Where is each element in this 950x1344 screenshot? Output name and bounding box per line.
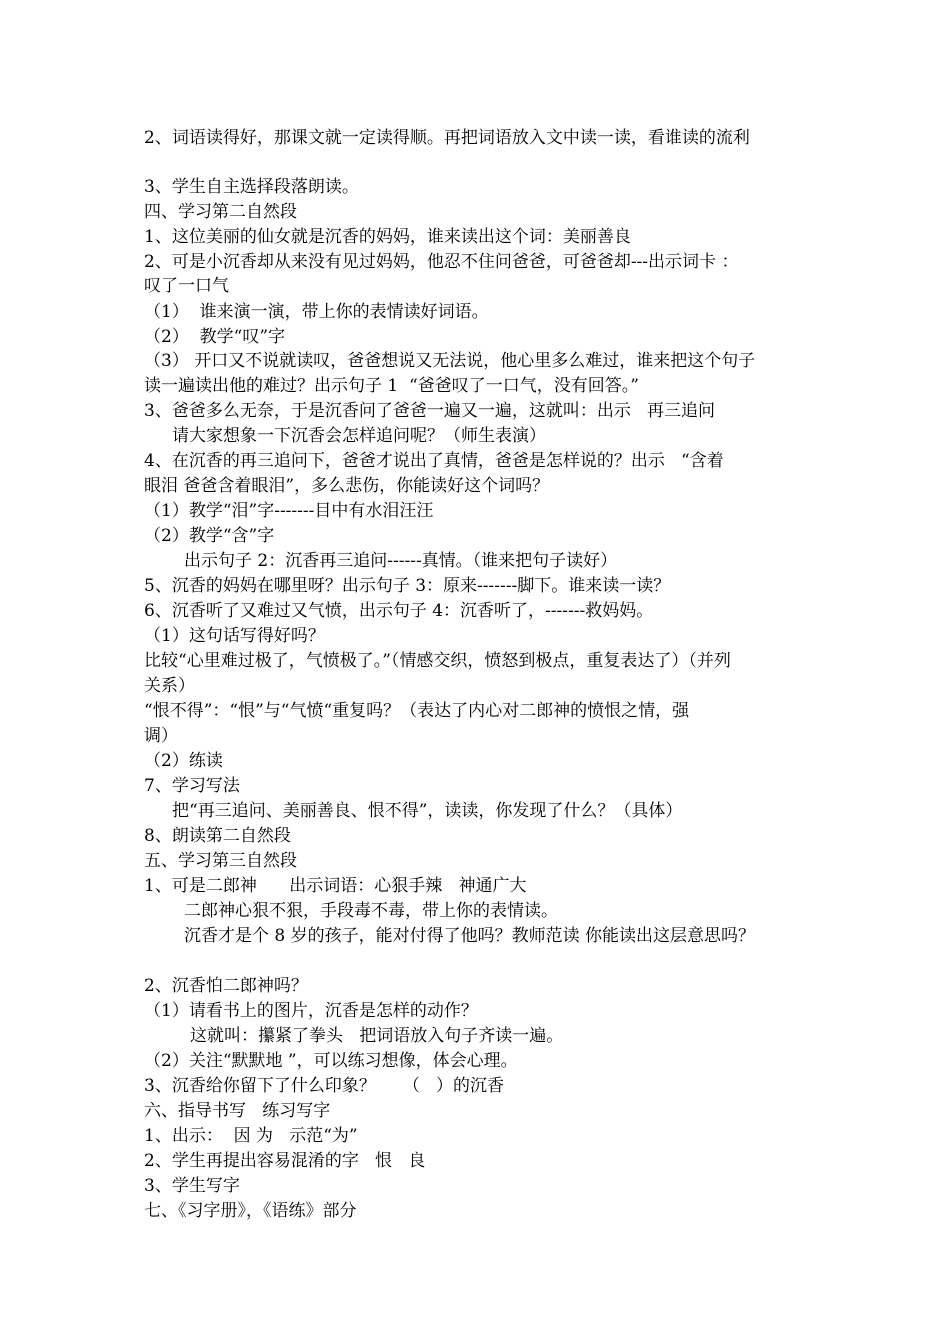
- text-line: 把“再三追问、美丽善良、恨不得”，读读，你发现了什么？（具体）: [172, 801, 683, 821]
- text-line: 1、可是二郎神 出示词语：心狠手辣 神通广大: [144, 876, 527, 896]
- text-line: 3、沉香给你留下了什么印象？ （ ）的沉香: [144, 1076, 505, 1096]
- text-line: （1）教学“泪”字-------目中有水泪汪汪: [144, 501, 434, 521]
- section-heading: 七、《习字册》，《语练》部分: [144, 1201, 357, 1221]
- text-line: 2、可是小沉香却从来没有见过妈妈，他忍不住问爸爸，可爸爸却---出示词卡 ：: [144, 252, 739, 272]
- text-line: 7、学习写法: [144, 776, 240, 796]
- text-line: 3、爸爸多么无奈，于是沉香问了爸爸一遍又一遍，这就叫：出示 再三追问: [144, 401, 716, 421]
- text-line: 1、出示： 因 为 示范“为”: [144, 1126, 358, 1146]
- text-line: “恨不得”：“恨”与“气愤“重复吗？（表达了内心对二郎神的愤恨之情，强: [144, 701, 690, 721]
- text-line: 眼泪 爸爸含着眼泪”，多么悲伤，你能读好这个词吗？: [144, 476, 550, 496]
- text-line: （2）关注“默默地 ”，可以练习想像，体会心理。: [144, 1051, 518, 1071]
- text-line: 沉香才是个 8 岁的孩子，能对付得了他吗？教师范读 你能读出这层意思吗？: [184, 926, 756, 946]
- text-line: （2） 教学“叹”字: [144, 327, 286, 347]
- text-line: 叹了一口气: [144, 276, 229, 296]
- text-line: 读一遍读出他的难过？出示句子 1 “爸爸叹了一口气，没有回答。”: [144, 376, 639, 396]
- text-line: 请大家想象一下沉香会怎样追问呢？（师生表演）: [172, 426, 546, 446]
- text-line: 比较“心里难过极了，气愤极了。”（情感交织，愤怒到极点，重复表达了）（并列: [144, 651, 731, 671]
- section-heading: 五、学习第三自然段: [144, 851, 297, 871]
- text-line: （1） 谁来演一演，带上你的表情读好词语。: [144, 302, 489, 322]
- text-line: （1）请看书上的图片，沉香是怎样的动作？: [144, 1001, 478, 1021]
- text-line: 3、学生自主选择段落朗读。: [144, 177, 359, 197]
- section-heading: 四、学习第二自然段: [144, 202, 297, 222]
- text-line: 6、沉香听了又难过又气愤，出示句子 4：沉香听了，-------救妈妈。: [144, 601, 654, 621]
- text-line: 8、朗读第二自然段: [144, 826, 291, 846]
- text-line: 4、在沉香的再三追问下，爸爸才说出了真情，爸爸是怎样说的？出示 “含着: [144, 451, 724, 471]
- text-line: 出示句子 2：沉香再三追问------真情。（谁来把句子读好）: [184, 551, 618, 571]
- text-line: （1）这句话写得好吗？: [144, 626, 325, 646]
- text-line: 2、沉香怕二郎神吗？: [144, 976, 308, 996]
- text-line: 1、这位美丽的仙女就是沉香的妈妈，谁来读出这个词：美丽善良: [144, 227, 631, 247]
- text-line: 5、沉香的妈妈在哪里呀？出示句子 3：原来-------脚下。谁来读一读？: [144, 576, 671, 596]
- text-line: 调）: [144, 726, 178, 746]
- text-line: （3） 开口又不说就读叹，爸爸想说又无法说，他心里多么难过，谁来把这个句子: [144, 351, 756, 371]
- text-line: 关系）: [144, 676, 195, 696]
- text-line: 3、学生写字: [144, 1176, 240, 1196]
- text-line: 2、词语读得好，那课文就一定读得顺。再把词语放入文中读一读，看谁读的流利: [144, 128, 750, 148]
- text-line: 这就叫：攥紧了拳头 把词语放入句子齐读一遍。: [190, 1026, 564, 1046]
- section-heading: 六、指导书写 练习写字: [144, 1101, 331, 1121]
- text-line: （2）练读: [144, 751, 223, 771]
- text-line: 2、学生再提出容易混淆的字 恨 良: [144, 1151, 426, 1171]
- text-line: 二郎神心狠不狠，手段毒不毒，带上你的表情读。: [184, 901, 558, 921]
- text-line: （2）教学“含”字: [144, 526, 275, 546]
